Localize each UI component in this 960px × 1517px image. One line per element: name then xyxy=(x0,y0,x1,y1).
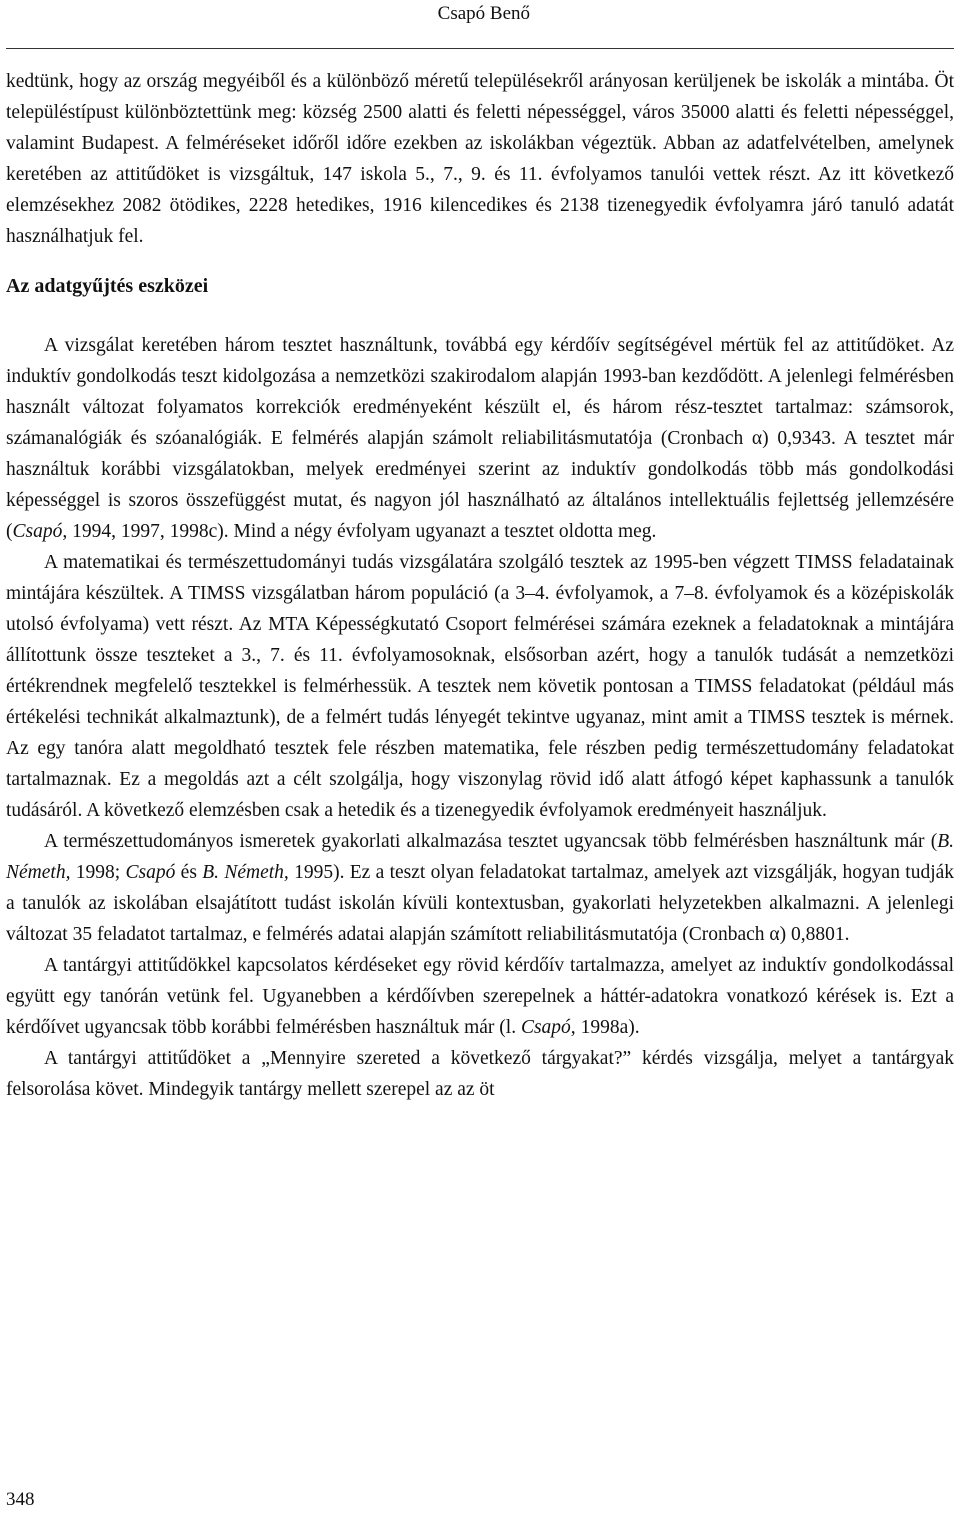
citation: B. Németh, xyxy=(202,862,289,883)
paragraph-science-text: A természettudományos ismeretek gyakorlati alkalmazása tesztet ugyancsak több felmérésben használtunk már ( xyxy=(44,831,938,852)
paragraph-tools xyxy=(6,330,954,547)
paragraph-tools-tail: 1994, 1997, 1998c). Mind a négy évfolyam ugyanazt a tesztet oldotta meg. xyxy=(67,521,657,542)
citation: Csapó, xyxy=(12,521,68,542)
body-text xyxy=(6,66,954,1105)
paragraph-questionnaire xyxy=(6,950,954,1043)
paragraph-timss: A matematikai és természettudományi tudás vizsgálatára szolgáló tesztek az 1995-ben végzett TIMSS feladatainak mintájára készültek. A TIMSS vizsgálatban három populáció (a 3–4. évfolyamok, a 7–8. évfolyamok és a középiskolák utolsó évfolyama) vett részt. Az MTA Képességkutató Csoport felmérései számára ezeknek a feladatoknak a mintájára állítottunk össze teszteket a 3., 7. és 11. évfolyamosoknak, elsősorban azért, hogy a tanulók tudását a nemzetközi értékrendnek megfelelő tesztekkel is felmérhessük. A tesztek nem követik pontosan a TIMSS feladatokat (például más értékelési technikát alkalmaztunk), de a felmért tudás lényegét tekintve ugyanaz, mint amit a TIMSS tesztek is mérnek. Az egy tanóra alatt megoldható tesztek fele részben matematika, fele részben pedig természettudomány feladatokat tartalmaznak. Ez a megoldás azt a célt szolgálja, hogy viszonylag rövid idő alatt átfogó képet kaphassunk a tanulók tudásáról. A következő elemzésben csak a hetedik és a tizenegyedik évfolyamok eredményeit használjuk. xyxy=(6,552,954,821)
paragraph-science-text: 1998; xyxy=(70,862,126,883)
paragraph-science-application xyxy=(6,826,954,950)
page-number: 348 xyxy=(6,1489,35,1510)
paragraph-science-text: 1995). Ez a teszt olyan feladatokat tartalmaz, amelyek azt vizsgálják, hogyan tudják a tanulók az iskolában elsajátított tudást iskolán kívüli kontextusban, gyakorlati helyzetekben alkalmazni. A jelenlegi változat 35 feladatot tartalmaz, e felmérés adatai alapján számított reliabilitásmutatója (Cronbach α) 0,8801. xyxy=(6,862,955,945)
paragraph-questionnaire-tail: 1998a). xyxy=(575,1017,640,1038)
citation: Csapó, xyxy=(520,1017,576,1038)
paragraph-attitudes: A tantárgyi attitűdöket a „Mennyire szereted a következő tárgyakat?” kérdés vizsgálja, melyet a tantárgyak felsorolása követ. Mindegyik tantárgy mellett szerepel az az öt xyxy=(6,1048,954,1100)
paragraph-questionnaire-text: A tantárgyi attitűdökkel kapcsolatos kérdéseket egy rövid kérdőív tartalmazza, amelyet az induktív gondolkodással együtt egy tanórán vetünk fel. Ugyanebben a kérdőívben szerepelnek a háttér-adatokra vonatkozó kérések is. Ezt a kérdőívet ugyancsak több korábbi felmérésben használtuk már (l. xyxy=(6,955,954,1038)
header-rule xyxy=(6,48,954,49)
paragraph-tools-text: A vizsgálat keretében három tesztet használtunk, továbbá egy kérdőív segítségével mértük fel az attitűdöket. Az induktív gondolkodás teszt kidolgozása a nemzetközi szakirodalom alapján 1993-ban kezdődött. A jelenlegi felmérésben használt változat folyamatos korrekciók eredményeként készült el, és három rész-tesztet tartalmaz: számsorok, számanalógiák és szóanalógiák. E felmérés alapján számolt reliabilitásmutatója (Cronbach α) 0,9343. A tesztet már használtuk korábbi vizsgálatokban, melyek eredményei szerint az induktív gondolkodás több más gondolkodási képességgel is szoros összefüggést mutat, és nagyon jól használható az általános intellektuális fejlettség jellemzésére ( xyxy=(6,335,954,542)
citation: B. Németh, xyxy=(6,831,954,883)
paragraph-science-text: és xyxy=(175,862,203,883)
paragraph-continuation: kedtünk, hogy az ország megyéiből és a különböző méretű településekről arányosan kerüljenek be iskolák a mintába. Öt településtípust különböztettünk meg: község 2500 alatti és feletti népességgel, város 35000 alatti és feletti népességgel, valamint Budapest. A felméréseket időről időre ezekben az iskolákban végeztük. Abban az adatfelvételben, amelynek keretében az attitűdöket is vizsgáltuk, 147 iskola 5., 7., 9. és 11. évfolyamos tanulói vettek részt. Az itt következő elemzésekhez 2082 ötödikes, 2228 hetedikes, 1916 kilencedikes és 2138 tizenegyedik évfolyamra járó tanuló adatát használhatjuk fel. xyxy=(6,71,954,247)
citation: Csapó xyxy=(125,862,176,883)
section-heading: Az adatgyűjtés eszközei xyxy=(6,275,209,297)
running-head: Csapó Benő xyxy=(437,3,530,24)
